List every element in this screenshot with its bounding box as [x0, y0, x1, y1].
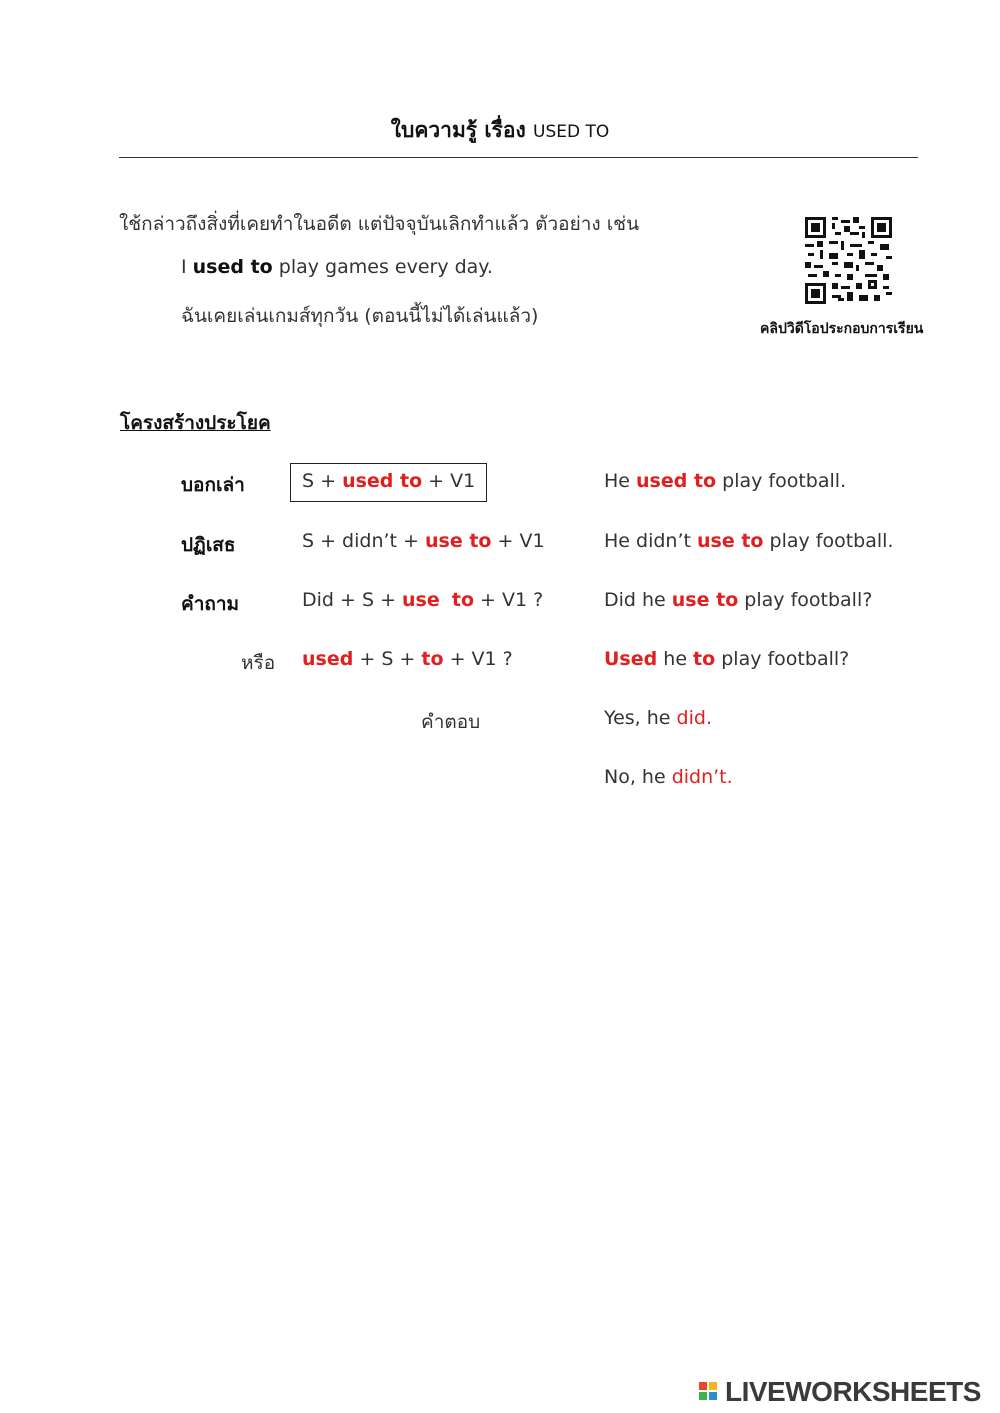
answer-no [604, 766, 733, 788]
example-key-phrase: used to [192, 256, 273, 278]
logo-square-icon [709, 1382, 717, 1390]
formula-part: + V1 [422, 470, 476, 492]
answer-key: did [676, 707, 706, 729]
formula-key: used to [342, 470, 423, 492]
formula-part: + V1 ? [474, 589, 544, 611]
formula-key: used [302, 648, 354, 670]
affirmative-formula [302, 470, 475, 492]
affirmative-example [604, 470, 846, 492]
answer-part: . [705, 707, 712, 729]
example-key: to [693, 648, 716, 670]
affirmative-label: บอกเล่า [181, 474, 245, 496]
example-part: Did he [604, 589, 672, 611]
formula-part: S + [302, 470, 343, 492]
alternative-label: หรือ [241, 652, 276, 674]
example-key: used to [636, 470, 717, 492]
formula-part: + V1 [491, 530, 545, 552]
title-english: USED TO [533, 122, 610, 142]
formula-part: + V1 ? [443, 648, 513, 670]
example-key: use to [697, 530, 764, 552]
structure-heading: โครงสร้างประโยค [120, 412, 271, 434]
question-label: คำถาม [181, 593, 240, 615]
question-formula [302, 589, 543, 611]
negative-label: ปฏิเสธ [181, 534, 236, 556]
formula-part: S + didn’t + [302, 530, 425, 552]
formula-key: use to [425, 530, 492, 552]
formula-key: use [402, 589, 440, 611]
example-part: play football? [738, 589, 873, 611]
question-example [604, 589, 872, 611]
logo-square-icon [709, 1392, 717, 1400]
example-part: he [657, 648, 694, 670]
answer-part: Yes, he [604, 707, 677, 729]
example-part: play football? [715, 648, 850, 670]
title-thai: ใบความรู้ เรื่อง [390, 118, 526, 142]
page-title [0, 114, 1000, 147]
title-divider [119, 157, 918, 158]
example-part: play football. [763, 530, 894, 552]
example-rest: play games every day. [278, 256, 493, 278]
example-part: He [604, 470, 637, 492]
negative-example [604, 530, 893, 552]
example-part: play football. [716, 470, 847, 492]
logo-square-icon [699, 1392, 707, 1400]
intro-description: ใช้กล่าวถึงสิ่งที่เคยทำในอดีต แต่ปัจจุบันเลิกทำแล้ว ตัวอย่าง เช่น [119, 213, 640, 235]
answer-part: No, he [604, 766, 672, 788]
intro-example-english [181, 256, 493, 278]
logo-square-icon [699, 1382, 707, 1390]
negative-formula [302, 530, 545, 552]
qr-code-icon[interactable] [805, 217, 892, 304]
formula-key: to [451, 589, 474, 611]
alternative-example [604, 648, 849, 670]
intro-example-thai: ฉันเคยเล่นเกมส์ทุกวัน (ตอนนี้ไม่ได้เล่นแล้ว) [181, 305, 539, 327]
answer-part: . [726, 766, 733, 788]
example-subject: I [181, 256, 187, 278]
formula-part: + S + [353, 648, 422, 670]
logo-text: LIVEWORKSHEETS [725, 1376, 981, 1407]
example-part: He didn’t [604, 530, 697, 552]
alternative-formula [302, 648, 513, 670]
answer-label: คำตอบ [421, 711, 481, 733]
answer-key: didn’t [671, 766, 727, 788]
formula-key: to [421, 648, 444, 670]
qr-caption: คลิปวิดีโอประกอบการเรียน [760, 321, 924, 337]
example-key: Used [604, 648, 658, 670]
example-key: use to [671, 589, 739, 611]
formula-part: Did + S + [302, 589, 403, 611]
answer-yes [604, 707, 712, 729]
